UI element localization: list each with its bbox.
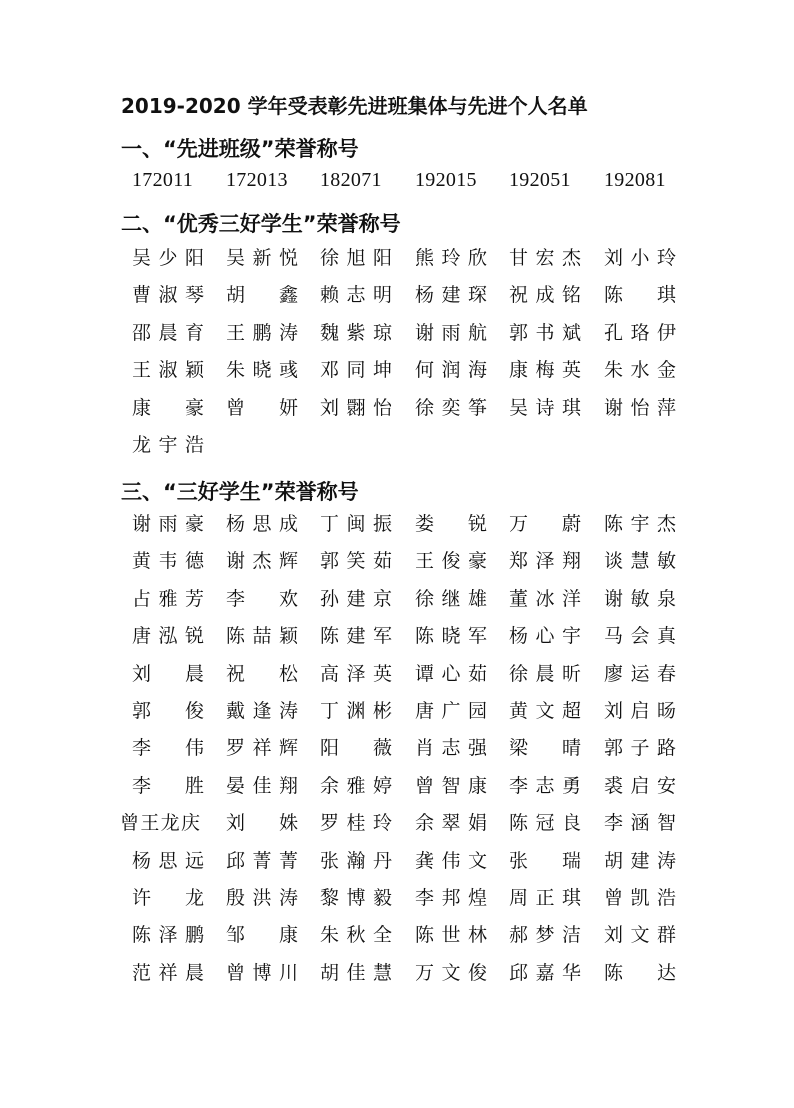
section-excellent-students-heading: 二、“优秀三好学生”荣誉称号 (121, 212, 401, 236)
class-number-row (120, 162, 680, 199)
student-name: 罗桂玲 (320, 812, 392, 835)
name-row (120, 427, 680, 464)
name-row (120, 277, 680, 314)
name-row (120, 581, 680, 618)
student-name: 唐泓锐 (132, 625, 204, 648)
student-name: 李志勇 (509, 774, 581, 797)
name-row (120, 693, 680, 730)
student-name: 戴逢涛 (226, 700, 298, 722)
student-name: 谢雨航 (415, 321, 487, 344)
student-name: 曾 妍 (226, 396, 298, 419)
student-name: 马会真 (604, 625, 676, 648)
student-name: 朱水金 (604, 359, 676, 382)
class-number: 192051 (509, 169, 571, 191)
student-name: 余翠娟 (415, 812, 487, 835)
student-name: 阳 薇 (320, 737, 392, 760)
class-number: 172011 (132, 169, 194, 191)
student-name: 曹淑琴 (132, 284, 204, 307)
student-name: 胡 鑫 (226, 284, 298, 307)
student-name: 胡建涛 (604, 849, 676, 872)
name-row (120, 390, 680, 427)
student-name: 晏佳翔 (226, 774, 298, 797)
student-name: 李 欢 (226, 587, 298, 610)
student-name: 赖志明 (320, 284, 392, 307)
student-name: 廖运春 (604, 662, 676, 685)
student-name: 黄韦德 (132, 550, 204, 573)
name-row (120, 730, 680, 767)
student-name: 康 豪 (132, 396, 204, 419)
student-name: 王淑颖 (132, 359, 204, 382)
name-row (120, 352, 680, 389)
name-row (120, 543, 680, 580)
student-name: 熊玲欣 (415, 247, 487, 269)
student-name: 魏紫琼 (320, 321, 392, 344)
student-name: 谈慧敏 (604, 550, 676, 573)
name-row (120, 240, 680, 277)
student-name: 郭笑茹 (320, 550, 392, 573)
student-name: 曾凯浩 (604, 887, 676, 909)
student-name: 裘启安 (604, 774, 676, 797)
student-name: 郭书斌 (509, 321, 581, 344)
student-name: 吴诗琪 (509, 396, 581, 419)
student-name: 祝成铭 (509, 284, 581, 307)
name-row (120, 768, 680, 805)
student-name: 陈喆颖 (226, 625, 298, 648)
student-name: 唐广园 (415, 700, 487, 722)
student-name: 龚伟文 (415, 849, 487, 872)
student-name: 刘文群 (604, 924, 676, 947)
student-name: 黎博毅 (320, 887, 392, 909)
student-name: 陈冠良 (509, 812, 581, 835)
student-name: 李涵智 (604, 812, 676, 835)
student-name: 康梅英 (509, 359, 581, 382)
student-name: 谢杰辉 (226, 550, 298, 573)
section-advanced-class-heading: 一、“先进班级”荣誉称号 (121, 137, 359, 161)
student-name: 徐旭阳 (320, 247, 392, 269)
student-name: 徐奕筝 (415, 396, 487, 419)
student-name: 邓同坤 (320, 359, 392, 382)
student-name: 谢敏泉 (604, 587, 676, 610)
student-name: 刘翾怡 (320, 396, 392, 419)
student-name: 李 伟 (132, 737, 204, 760)
student-name: 董冰洋 (509, 587, 581, 610)
student-name: 孙建京 (320, 587, 392, 610)
student-name: 王鹏涛 (226, 321, 298, 344)
name-row (120, 880, 680, 917)
class-number: 172013 (226, 169, 288, 191)
student-name: 陈 达 (604, 961, 676, 984)
student-name: 张瀚丹 (320, 849, 392, 872)
student-name: 丁闽振 (320, 513, 392, 535)
student-name: 吴少阳 (132, 247, 204, 269)
student-name: 邵晨育 (132, 321, 204, 344)
student-name: 许 龙 (132, 887, 204, 909)
student-name: 郭子路 (604, 737, 676, 760)
student-name: 刘 姝 (226, 812, 298, 835)
student-name: 周正琪 (509, 887, 581, 909)
student-name: 谢怡萍 (604, 396, 676, 419)
name-row (120, 618, 680, 655)
student-name: 邱嘉华 (509, 961, 581, 984)
student-name: 徐晨昕 (509, 662, 581, 685)
student-name: 曾王龙庆 (120, 812, 200, 835)
student-name: 余雅婷 (320, 774, 392, 797)
student-name: 陈 琪 (604, 284, 676, 307)
class-number: 192015 (415, 169, 477, 191)
student-name: 陈建军 (320, 625, 392, 648)
student-name: 龙宇浩 (132, 434, 204, 456)
student-name: 朱秋全 (320, 924, 392, 947)
student-name: 肖志强 (415, 737, 487, 760)
student-name: 孔珞伊 (604, 321, 676, 344)
class-number: 182071 (320, 169, 382, 191)
student-name: 邱菁菁 (226, 849, 298, 872)
student-name: 曾博川 (226, 961, 298, 984)
student-name: 谭心茹 (415, 662, 487, 685)
student-name: 吴新悦 (226, 247, 298, 269)
student-name: 杨心宇 (509, 625, 581, 648)
student-name: 朱晓彧 (226, 359, 298, 382)
name-row (120, 843, 680, 880)
student-name: 曾智康 (415, 774, 487, 797)
student-name: 邹 康 (226, 924, 298, 947)
student-name: 刘小玲 (604, 247, 676, 269)
name-row (120, 656, 680, 693)
student-name: 刘 晨 (132, 662, 204, 685)
student-name: 万 蔚 (509, 513, 581, 535)
student-name: 祝 松 (226, 662, 298, 685)
student-name: 罗祥辉 (226, 737, 298, 760)
name-row (120, 917, 680, 954)
student-name: 黄文超 (509, 700, 581, 722)
name-row (120, 506, 680, 543)
student-name: 杨建琛 (415, 284, 487, 307)
student-name: 陈宇杰 (604, 513, 676, 535)
student-name: 谢雨豪 (132, 513, 204, 535)
student-name: 梁 晴 (509, 737, 581, 760)
student-name: 李 胜 (132, 774, 204, 797)
student-name: 李邦煌 (415, 887, 487, 909)
student-name: 陈晓军 (415, 625, 487, 648)
name-row (120, 955, 680, 992)
student-name: 何润海 (415, 359, 487, 382)
student-name: 徐继雄 (415, 587, 487, 610)
student-name: 郝梦洁 (509, 924, 581, 947)
student-name: 陈世林 (415, 924, 487, 947)
document-title: 2019-2020 学年受表彰先进班集体与先进个人名单 (121, 94, 588, 118)
student-name: 占雅芳 (132, 587, 204, 610)
student-name: 殷洪涛 (226, 887, 298, 909)
student-name: 张 瑞 (509, 849, 581, 872)
student-name: 万文俊 (415, 961, 487, 984)
name-row (120, 805, 680, 842)
class-number: 192081 (604, 169, 666, 191)
student-name: 王俊豪 (415, 550, 487, 573)
student-name: 郭 俊 (132, 700, 204, 722)
student-name: 甘宏杰 (509, 247, 581, 269)
student-name: 高泽英 (320, 662, 392, 685)
student-name: 杨思成 (226, 513, 298, 535)
name-row (120, 315, 680, 352)
student-name: 胡佳慧 (320, 961, 392, 984)
student-name: 丁渊彬 (320, 700, 392, 722)
student-name: 娄 锐 (415, 513, 487, 535)
student-name: 杨思远 (132, 849, 204, 872)
student-name: 范祥晨 (132, 961, 204, 984)
student-name: 陈泽鹏 (132, 924, 204, 947)
section-merit-students-heading: 三、“三好学生”荣誉称号 (121, 480, 359, 504)
student-name: 郑泽翔 (509, 550, 581, 573)
student-name: 刘启旸 (604, 700, 676, 722)
